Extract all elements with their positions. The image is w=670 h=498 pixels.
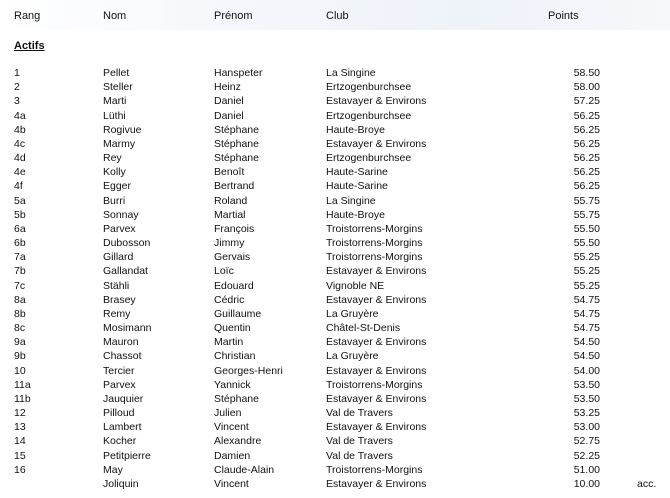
cell-nom: Kocher [103, 435, 137, 448]
cell-club: La Singine [326, 67, 376, 79]
cell-club: Val de Travers [326, 449, 393, 462]
cell-prenom: Jimmy [214, 237, 245, 250]
cell-rang: 8a [14, 293, 26, 306]
cell-prenom: Stéphane [214, 137, 259, 150]
cell-club: Troistorrens-Morgins [326, 463, 423, 476]
cell-nom: Rogivue [103, 123, 142, 136]
table-row [0, 477, 670, 491]
cell-points: 56.25 [573, 109, 600, 122]
cell-prenom: Benoît [214, 166, 245, 179]
table-row [0, 307, 670, 321]
header-points: Points [548, 10, 579, 22]
table-row [0, 123, 670, 137]
cell-prenom: Alexandre [214, 435, 262, 448]
cell-points: 55.25 [573, 251, 600, 264]
cell-nom: Kolly [103, 166, 126, 179]
cell-note: acc. [637, 477, 657, 490]
cell-rang: 2 [14, 81, 20, 94]
table-row [0, 236, 670, 250]
table-row [0, 208, 670, 222]
cell-rang: 9b [14, 350, 26, 363]
cell-points: 51.00 [573, 463, 600, 476]
cell-prenom: Hanspeter [214, 67, 263, 79]
cell-nom: Petitpierre [103, 449, 151, 462]
cell-nom: Jauquier [103, 392, 144, 405]
cell-prenom: Daniel [214, 95, 244, 108]
cell-points: 55.50 [573, 237, 600, 250]
cell-rang: 5b [14, 208, 26, 221]
table-row [0, 406, 670, 420]
cell-prenom: Bertrand [214, 180, 255, 193]
table-row [0, 279, 670, 293]
cell-points: 56.25 [573, 123, 600, 136]
cell-nom: Gillard [103, 251, 134, 264]
cell-points: 54.50 [573, 350, 600, 363]
table-row [0, 335, 670, 349]
table-row [0, 463, 670, 477]
cell-rang: 6a [14, 222, 26, 235]
cell-rang: 8c [14, 322, 26, 335]
cell-nom: Parvex [103, 222, 136, 235]
cell-club: Haute-Sarine [326, 166, 388, 179]
header-club: Club [326, 10, 349, 22]
cell-nom: Chassot [103, 350, 142, 363]
cell-nom: Mosimann [103, 322, 152, 335]
cell-prenom: Yannick [214, 378, 251, 391]
cell-club: Troistorrens-Morgins [326, 237, 423, 250]
cell-rang: 6b [14, 237, 26, 250]
cell-points: 54.75 [573, 293, 600, 306]
cell-nom: Rey [103, 152, 122, 165]
cell-points: 56.25 [573, 152, 600, 165]
cell-rang: 8b [14, 307, 26, 320]
cell-prenom: Gervais [214, 251, 251, 264]
cell-rang: 16 [14, 463, 26, 476]
cell-points: 55.25 [573, 279, 600, 292]
table-row [0, 179, 670, 193]
cell-prenom: Stéphane [214, 392, 259, 405]
cell-points: 53.50 [573, 392, 600, 405]
cell-nom: Lambert [103, 421, 142, 434]
cell-rang: 4e [14, 166, 26, 179]
cell-nom: Parvex [103, 378, 136, 391]
cell-club: Haute-Broye [326, 208, 385, 221]
cell-club: Vignoble NE [326, 279, 385, 292]
cell-club: Haute-Sarine [326, 180, 388, 193]
cell-nom: Burri [103, 194, 126, 207]
cell-rang: 7a [14, 251, 26, 264]
cell-rang: 10 [14, 364, 26, 377]
cell-club: Ertzogenburchsee [326, 152, 412, 165]
results-table [0, 66, 670, 491]
cell-rang: 4c [14, 137, 26, 150]
cell-prenom: Julien [214, 407, 242, 420]
cell-prenom: Stéphane [214, 123, 259, 136]
table-row [0, 194, 670, 208]
header-prenom: Prénom [214, 10, 253, 22]
cell-points: 52.75 [573, 435, 600, 448]
cell-rang: 9a [14, 336, 26, 349]
cell-points: 56.25 [573, 137, 600, 150]
cell-nom: Sonnay [103, 208, 139, 221]
table-row [0, 94, 670, 108]
cell-club: Estavayer & Environs [326, 137, 427, 150]
cell-points: 55.25 [573, 265, 600, 278]
cell-rang: 11a [14, 378, 31, 391]
cell-nom: May [103, 463, 123, 476]
cell-nom: Mauron [103, 336, 139, 349]
cell-club: La Gruyère [326, 307, 379, 320]
cell-club: Estavayer & Environs [326, 265, 427, 278]
cell-prenom: Stéphane [214, 152, 259, 165]
cell-rang: 15 [14, 449, 26, 462]
cell-rang: 13 [14, 421, 26, 434]
cell-rang: 11b [14, 392, 31, 405]
table-row [0, 434, 670, 448]
cell-prenom: Guillaume [214, 307, 262, 320]
cell-nom: Remy [103, 307, 131, 320]
cell-prenom: Damien [214, 449, 251, 462]
cell-nom: Marmy [103, 137, 136, 150]
cell-prenom: Martin [214, 336, 244, 349]
table-row [0, 364, 670, 378]
cell-points: 55.50 [573, 222, 600, 235]
table-row [0, 264, 670, 278]
cell-prenom: Quentin [214, 322, 251, 335]
cell-club: Châtel-St-Denis [326, 322, 401, 335]
header-nom: Nom [103, 10, 127, 22]
cell-points: 58.00 [573, 81, 600, 94]
cell-club: La Singine [326, 194, 376, 207]
cell-points: 58.50 [573, 67, 600, 79]
cell-club: Estavayer & Environs [326, 477, 427, 490]
cell-club: Ertzogenburchsee [326, 109, 412, 122]
cell-points: 54.75 [573, 322, 600, 335]
table-row [0, 250, 670, 264]
cell-nom: Egger [103, 180, 132, 193]
cell-prenom: Martial [214, 208, 246, 221]
cell-points: 52.25 [573, 449, 600, 462]
cell-prenom: Vincent [214, 421, 249, 434]
cell-rang: 3 [14, 95, 20, 108]
cell-club: Estavayer & Environs [326, 364, 427, 377]
cell-nom: Gallandat [103, 265, 148, 278]
table-row [0, 66, 670, 80]
cell-points: 10.00 [573, 477, 600, 490]
table-row [0, 222, 670, 236]
cell-nom: Pellet [103, 67, 130, 79]
cell-club: La Gruyère [326, 350, 379, 363]
cell-points: 54.75 [573, 307, 600, 320]
cell-prenom: Daniel [214, 109, 244, 122]
table-row [0, 151, 670, 165]
cell-prenom: Vincent [214, 477, 249, 490]
cell-points: 53.25 [573, 407, 600, 420]
cell-club: Troistorrens-Morgins [326, 222, 423, 235]
table-row [0, 165, 670, 179]
cell-club: Troistorrens-Morgins [326, 378, 423, 391]
cell-rang: 5a [14, 194, 26, 207]
table-row [0, 321, 670, 335]
cell-points: 56.25 [573, 166, 600, 179]
table-row [0, 109, 670, 123]
cell-nom: Tercier [103, 364, 135, 377]
cell-nom: Steller [103, 81, 133, 94]
cell-points: 56.25 [573, 180, 600, 193]
cell-rang: 7c [14, 279, 26, 292]
table-row [0, 378, 670, 392]
cell-club: Haute-Broye [326, 123, 385, 136]
cell-club: Estavayer & Environs [326, 336, 427, 349]
cell-nom: Joliquin [103, 477, 139, 490]
cell-prenom: Edouard [214, 279, 254, 292]
cell-points: 55.75 [573, 208, 600, 221]
table-row [0, 420, 670, 434]
cell-points: 54.00 [573, 364, 600, 377]
table-row [0, 293, 670, 307]
cell-nom: Marti [103, 95, 127, 108]
cell-prenom: Heinz [214, 81, 241, 94]
table-row [0, 137, 670, 151]
cell-club: Estavayer & Environs [326, 293, 427, 306]
section-title: Actifs [14, 40, 45, 52]
cell-club: Val de Travers [326, 407, 393, 420]
cell-rang: 12 [14, 407, 26, 420]
cell-prenom: Cédric [214, 293, 245, 306]
cell-rang: 4d [14, 152, 26, 165]
cell-prenom: François [214, 222, 255, 235]
cell-club: Estavayer & Environs [326, 421, 427, 434]
cell-rang: 4b [14, 123, 26, 136]
cell-club: Val de Travers [326, 435, 393, 448]
cell-club: Estavayer & Environs [326, 95, 427, 108]
cell-points: 53.50 [573, 378, 600, 391]
table-row [0, 349, 670, 363]
cell-prenom: Christian [214, 350, 256, 363]
cell-prenom: Loïc [214, 265, 234, 278]
cell-club: Estavayer & Environs [326, 392, 427, 405]
cell-nom: Dubosson [103, 237, 151, 250]
table-row [0, 80, 670, 94]
header-rang: Rang [14, 10, 41, 22]
cell-points: 57.25 [573, 95, 600, 108]
cell-prenom: Claude-Alain [214, 463, 275, 476]
cell-club: Ertzogenburchsee [326, 81, 412, 94]
cell-rang: 4a [14, 109, 26, 122]
cell-prenom: Roland [214, 194, 248, 207]
cell-club: Troistorrens-Morgins [326, 251, 423, 264]
cell-prenom: Georges-Henri [214, 364, 283, 377]
cell-nom: Brasey [103, 293, 136, 306]
table-row [0, 392, 670, 406]
cell-rang: 1 [14, 67, 20, 79]
cell-nom: Lüthi [103, 109, 126, 122]
cell-rang: 14 [14, 435, 26, 448]
cell-nom: Pilloud [103, 407, 135, 420]
cell-points: 53.00 [573, 421, 600, 434]
cell-points: 55.75 [573, 194, 600, 207]
cell-points: 54.50 [573, 336, 600, 349]
cell-rang: 7b [14, 265, 26, 278]
cell-rang: 4f [14, 180, 23, 193]
cell-nom: Stähli [103, 279, 130, 292]
table-row [0, 449, 670, 463]
